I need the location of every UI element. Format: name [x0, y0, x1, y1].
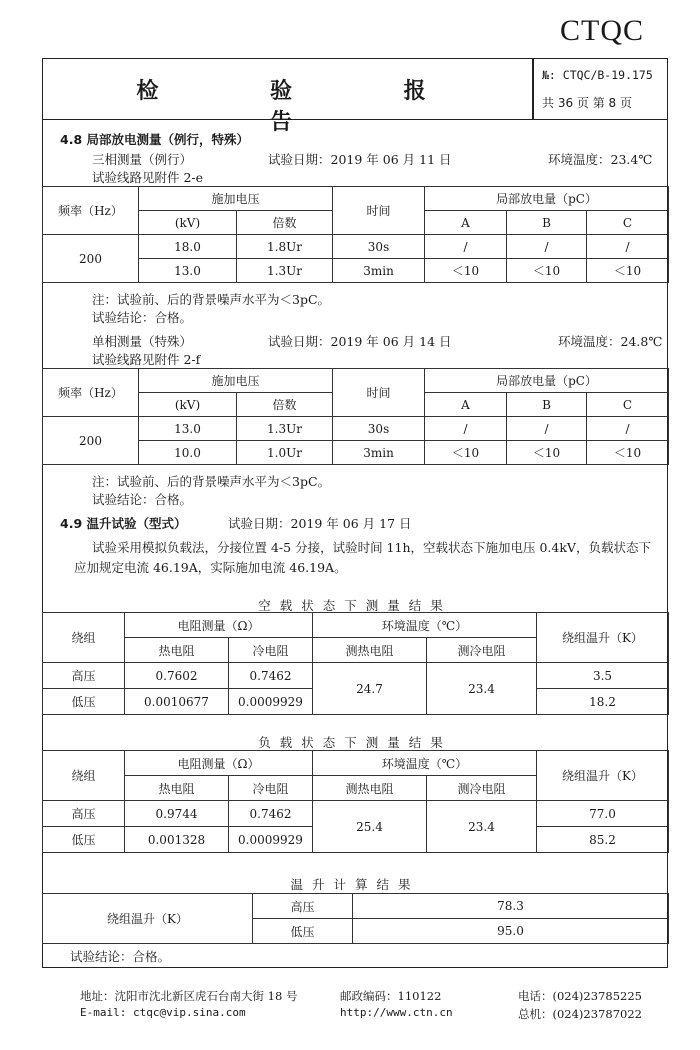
cell-c: ＜10	[587, 441, 669, 465]
col-a: A	[425, 393, 507, 417]
footer-phone: 电话：(024)23785225	[518, 989, 642, 1003]
section-4-9-date: 试验日期：2019 年 06 月 17 日	[228, 516, 412, 531]
report-title: 检 验 报 告	[136, 79, 478, 135]
cell-hot: 0.001328	[125, 827, 229, 853]
cell-multiple: 1.3Ur	[237, 417, 333, 441]
table-row	[43, 894, 669, 919]
cell-hot: 0.7602	[125, 663, 229, 689]
section-4-9-desc-line2: 应加规定电流 46.19A，实际施加电流 46.19A。	[74, 560, 347, 575]
single-phase-date: 试验日期：2019 年 06 月 14 日	[268, 334, 452, 349]
cell-b: /	[507, 235, 587, 259]
cell-winding: 高压	[43, 663, 125, 689]
single-phase-temp: 环境温度：24.8℃	[558, 334, 663, 349]
col-b: B	[507, 393, 587, 417]
col-cold-measure: 测冷电阻	[427, 776, 537, 801]
load-result-table	[42, 750, 669, 853]
cell-time: 30s	[333, 235, 425, 259]
col-winding: 绕组	[43, 751, 125, 801]
col-hot-measure: 测热电阻	[313, 776, 427, 801]
col-cold-measure: 测冷电阻	[427, 638, 537, 663]
cell-winding: 高压	[253, 894, 353, 919]
cell-c: ＜10	[587, 259, 669, 283]
col-freq: 频率（Hz）	[43, 369, 139, 417]
cell-time: 30s	[333, 417, 425, 441]
three-phase-note: 注：试验前、后的背景噪声水平为＜3pC。	[92, 292, 331, 307]
cell-a: /	[425, 417, 507, 441]
col-applied-voltage: 施加电压	[139, 187, 333, 211]
footer-switchboard: 总机：(024)23787022	[518, 1007, 642, 1021]
three-phase-conclusion: 试验结论：合格。	[92, 310, 193, 325]
cell-b: /	[507, 417, 587, 441]
freq-value: 200	[43, 417, 139, 465]
cell-c: /	[587, 417, 669, 441]
cell-multiple: 1.3Ur	[237, 259, 333, 283]
cell-a: ＜10	[425, 259, 507, 283]
col-kv: (kV)	[139, 393, 237, 417]
three-phase-date: 试验日期：2019 年 06 月 11 日	[268, 152, 452, 167]
cell-cold: 0.0009929	[229, 827, 313, 853]
cell-cold: 0.7462	[229, 663, 313, 689]
three-phase-label: 三相测量（例行）	[92, 152, 193, 167]
cell-kv: 18.0	[139, 235, 237, 259]
col-c: C	[587, 211, 669, 235]
calc-result-table	[42, 893, 669, 944]
three-phase-temp: 环境温度：23.4℃	[548, 152, 653, 167]
cell-ambient-hot: 25.4	[313, 801, 427, 853]
footer-postcode: 邮政编码：110122	[340, 989, 442, 1003]
cell-b: ＜10	[507, 441, 587, 465]
calc-table-title: 温升计算结果	[290, 877, 420, 892]
footer-website: http://www.ctn.cn	[340, 1006, 453, 1019]
section-4-9-heading: 4.9 温升试验（型式）	[60, 516, 187, 531]
footer-email: E-mail: ctqc@vip.sina.com	[80, 1006, 246, 1019]
cell-rise: 85.2	[537, 827, 669, 853]
three-phase-circuit: 试验线路见附件 2-e	[92, 170, 204, 185]
col-partial-discharge: 局部放电量（pC）	[425, 369, 669, 393]
col-ambient: 环境温度（℃）	[313, 751, 537, 776]
col-kv: (kV)	[139, 211, 237, 235]
single-phase-label: 单相测量（特殊）	[92, 334, 193, 349]
col-time: 时间	[333, 369, 425, 417]
cell-rise: 95.0	[353, 919, 669, 944]
cell-winding: 低压	[43, 689, 125, 715]
cell-kv: 13.0	[139, 259, 237, 283]
col-winding-rise: 绕组温升（K）	[537, 613, 669, 663]
brand-logo-text: CTQC	[560, 14, 645, 47]
col-winding: 绕组	[43, 613, 125, 663]
freq-value: 200	[43, 235, 139, 283]
three-phase-pd-table	[42, 186, 669, 283]
table-row	[43, 235, 669, 259]
cell-rise: 18.2	[537, 689, 669, 715]
col-time: 时间	[333, 187, 425, 235]
col-partial-discharge: 局部放电量（pC）	[425, 187, 669, 211]
col-cold-resistance: 冷电阻	[229, 638, 313, 663]
header-divider	[532, 58, 534, 120]
table-row	[43, 801, 669, 827]
cell-a: ＜10	[425, 441, 507, 465]
cell-time: 3min	[333, 441, 425, 465]
cell-winding: 高压	[43, 801, 125, 827]
col-multiple: 倍数	[237, 393, 333, 417]
calc-label: 绕组温升（K）	[43, 894, 253, 944]
table-row	[43, 663, 669, 689]
col-resistance: 电阻测量（Ω）	[125, 613, 313, 638]
cell-kv: 13.0	[139, 417, 237, 441]
footer-address: 地址：沈阳市沈北新区虎石台南大街 18 号	[80, 989, 298, 1003]
cell-ambient-cold: 23.4	[427, 801, 537, 853]
cell-rise: 78.3	[353, 894, 669, 919]
single-phase-circuit: 试验线路见附件 2-f	[92, 352, 201, 367]
col-hot-resistance: 热电阻	[125, 638, 229, 663]
col-hot-measure: 测热电阻	[313, 638, 427, 663]
cell-hot: 0.0010677	[125, 689, 229, 715]
cell-rise: 3.5	[537, 663, 669, 689]
report-header	[42, 58, 668, 135]
single-phase-conclusion: 试验结论：合格。	[92, 492, 193, 507]
cell-hot: 0.9744	[125, 801, 229, 827]
section-4-8-heading: 4.8 局部放电测量（例行，特殊）	[60, 132, 249, 147]
col-applied-voltage: 施加电压	[139, 369, 333, 393]
col-b: B	[507, 211, 587, 235]
col-resistance: 电阻测量（Ω）	[125, 751, 313, 776]
cell-kv: 10.0	[139, 441, 237, 465]
section-4-9-desc-line1: 试验采用模拟负载法，分接位置 4-5 分接，试验时间 11h，空载状态下施加电压 0.4kV，负载状态下	[92, 540, 651, 555]
page-info: 共 36 页 第 8 页	[542, 96, 632, 110]
col-a: A	[425, 211, 507, 235]
report-number: №: CTQC/B-19.175	[542, 68, 653, 82]
single-phase-note: 注：试验前、后的背景噪声水平为＜3pC。	[92, 474, 331, 489]
cell-b: ＜10	[507, 259, 587, 283]
col-freq: 频率（Hz）	[43, 187, 139, 235]
cell-winding: 低压	[43, 827, 125, 853]
cell-ambient-cold: 23.4	[427, 663, 537, 715]
noload-table-title: 空载状态下测量结果	[258, 598, 452, 613]
cell-multiple: 1.8Ur	[237, 235, 333, 259]
table-row	[43, 417, 669, 441]
cell-winding: 低压	[253, 919, 353, 944]
cell-ambient-hot: 24.7	[313, 663, 427, 715]
col-cold-resistance: 冷电阻	[229, 776, 313, 801]
cell-time: 3min	[333, 259, 425, 283]
col-winding-rise: 绕组温升（K）	[537, 751, 669, 801]
section-4-9-conclusion: 试验结论：合格。	[70, 949, 171, 964]
single-phase-pd-table	[42, 368, 669, 465]
cell-cold: 0.0009929	[229, 689, 313, 715]
cell-multiple: 1.0Ur	[237, 441, 333, 465]
col-ambient: 环境温度（℃）	[313, 613, 537, 638]
noload-result-table	[42, 612, 669, 715]
load-table-title: 负载状态下测量结果	[258, 735, 452, 750]
cell-c: /	[587, 235, 669, 259]
col-multiple: 倍数	[237, 211, 333, 235]
cell-rise: 77.0	[537, 801, 669, 827]
cell-cold: 0.7462	[229, 801, 313, 827]
col-hot-resistance: 热电阻	[125, 776, 229, 801]
cell-a: /	[425, 235, 507, 259]
col-c: C	[587, 393, 669, 417]
